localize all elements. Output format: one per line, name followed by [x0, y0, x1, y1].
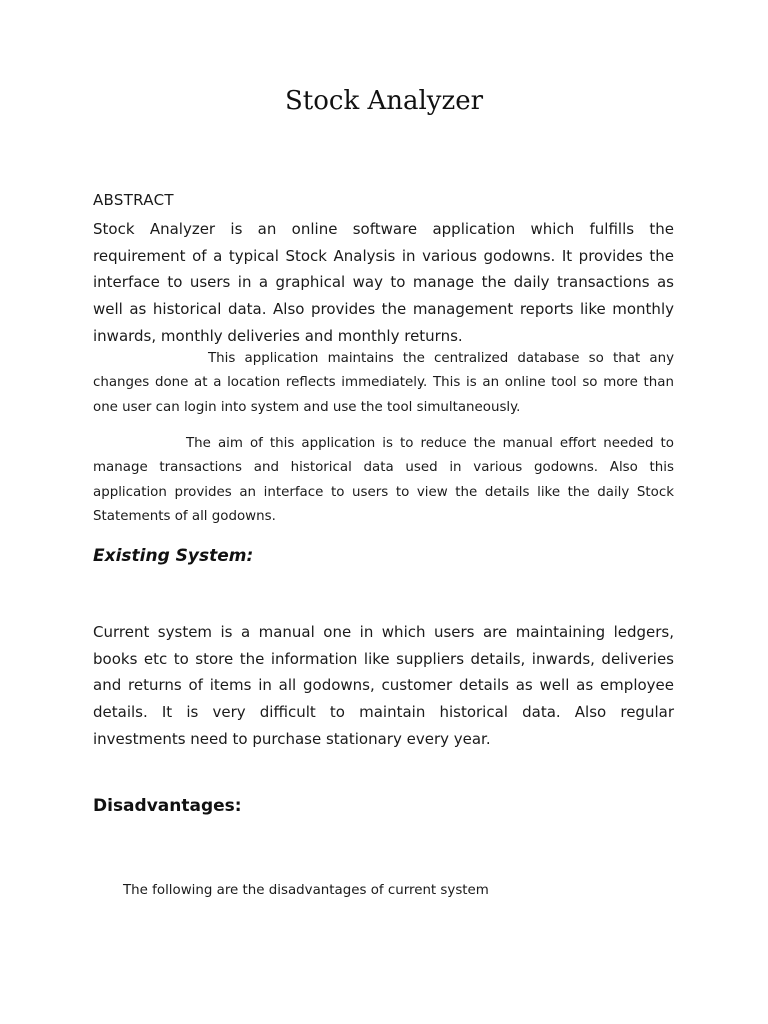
abstract-label: ABSTRACT: [93, 191, 174, 209]
existing-system-paragraph: Current system is a manual one in which users are maintaining ledgers, books etc to store the information like suppliers details, inwards, deliveries and returns of items in all godowns, customer details as well as employee details. It is very difficult to maintain historical data. Also regular investments need to purchase stationary every year.: [93, 623, 674, 748]
disadvantages-intro: The following are the disadvantages of current system: [123, 883, 489, 898]
abstract-paragraph-3: The aim of this application is to reduce the manual effort needed to manage transactions and historical data used in various godowns. Also this application provides an interface to users to view the details like the daily Stock Statements of all godowns.: [93, 436, 674, 524]
abstract-paragraph-1: Stock Analyzer is an online software application which fulfills the requirement of a typical Stock Analysis in various godowns. It provides the interface to users in a graphical way to manage the daily transactions as well as historical data. Also provides the management reports like monthly inwards, monthly deliveries and monthly returns.: [93, 220, 674, 345]
disadvantages-heading: Disadvantages:: [93, 796, 242, 816]
document-title: Stock Analyzer: [284, 86, 484, 116]
abstract-paragraph-2: This application maintains the centralized database so that any changes done at a location reflects immediately. This is an online tool so more than one user can login into system and use the tool simultaneously.: [93, 351, 674, 415]
existing-system-heading: Existing System:: [93, 546, 254, 566]
